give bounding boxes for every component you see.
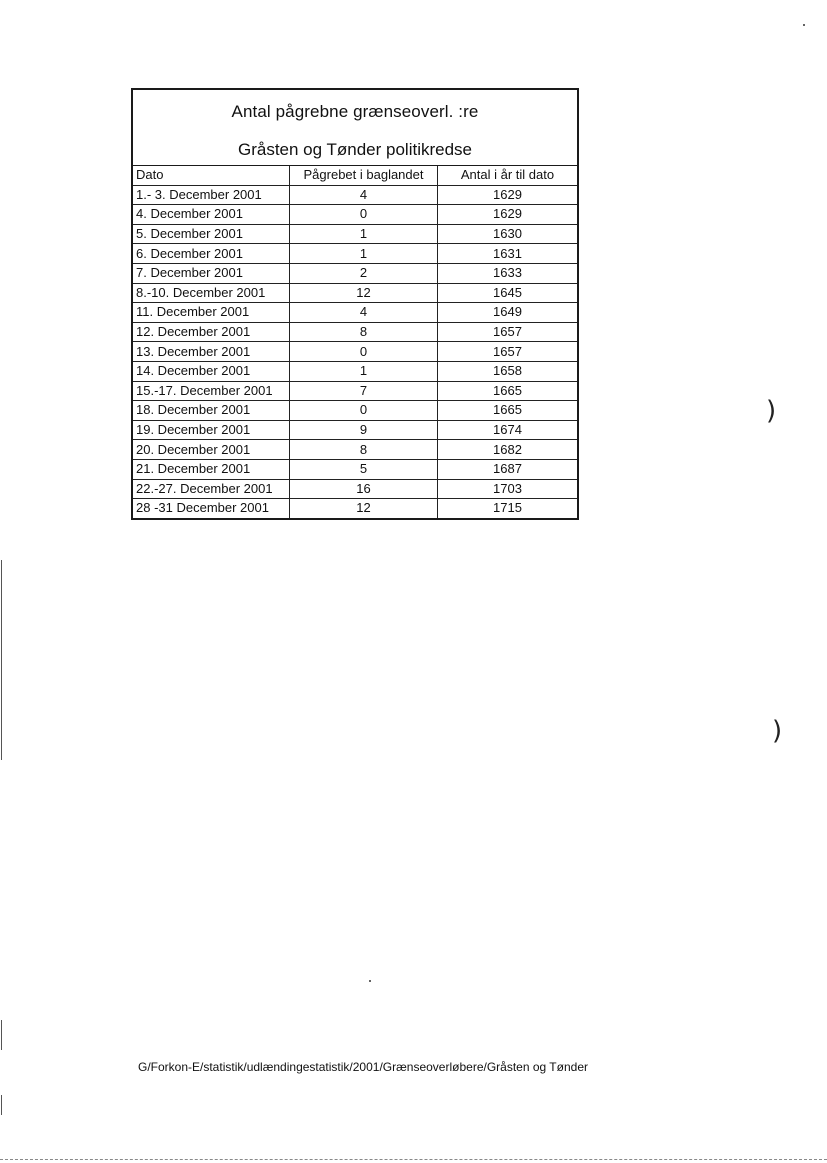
cell-total: 1658 (438, 361, 578, 381)
table-row (133, 401, 577, 421)
cell-total: 1665 (438, 401, 578, 421)
column-header-caught: Pågrebet i baglandet (290, 166, 438, 185)
table-title: Antal pågrebne grænseoverl. :re (231, 102, 479, 121)
cell-caught: 12 (290, 499, 438, 518)
table-body (133, 185, 577, 518)
cell-date: 6. December 2001 (133, 244, 290, 264)
table-row (133, 283, 577, 303)
cell-caught: 0 (290, 205, 438, 225)
table-subtitle: Gråsten og Tønder politikredse (237, 140, 473, 159)
cell-caught: 2 (290, 263, 438, 283)
scan-margin-line (1, 560, 2, 760)
cell-total: 1657 (438, 342, 578, 362)
table-row (133, 322, 577, 342)
cell-caught: 9 (290, 420, 438, 440)
cell-caught: 7 (290, 381, 438, 401)
cell-caught: 1 (290, 244, 438, 264)
table-row (133, 479, 577, 499)
cell-total: 1633 (438, 263, 578, 283)
cell-caught: 1 (290, 224, 438, 244)
scan-bottom-edge (0, 1159, 827, 1160)
cell-date: 20. December 2001 (133, 440, 290, 460)
cell-date: 11. December 2001 (133, 303, 290, 323)
table-title-area (133, 90, 577, 166)
cell-caught: 12 (290, 283, 438, 303)
cell-total: 1657 (438, 322, 578, 342)
cell-caught: 1 (290, 361, 438, 381)
table-row (133, 440, 577, 460)
cell-total: 1665 (438, 381, 578, 401)
cell-caught: 5 (290, 459, 438, 479)
cell-total: 1629 (438, 205, 578, 225)
column-header-date: Dato (133, 166, 290, 185)
cell-date: 1.- 3. December 2001 (133, 185, 290, 205)
table-row (133, 342, 577, 362)
cell-caught: 4 (290, 303, 438, 323)
table-row (133, 205, 577, 225)
punch-hole-mark: ) (772, 716, 783, 746)
cell-total: 1645 (438, 283, 578, 303)
table-row (133, 263, 577, 283)
scan-speck (803, 24, 805, 26)
table-row (133, 381, 577, 401)
punch-hole-mark: ) (766, 396, 777, 426)
table-row (133, 244, 577, 264)
table-row (133, 224, 577, 244)
table-row (133, 499, 577, 518)
cell-caught: 4 (290, 185, 438, 205)
cell-date: 7. December 2001 (133, 263, 290, 283)
scan-margin-line (1, 1020, 2, 1050)
data-table (133, 166, 577, 518)
table-row (133, 303, 577, 323)
cell-caught: 16 (290, 479, 438, 499)
cell-total: 1630 (438, 224, 578, 244)
cell-date: 8.-10. December 2001 (133, 283, 290, 303)
footer-file-path: G/Forkon-E/statistik/udlændingestatistik/2001/Grænseoverløbere/Gråsten og Tønder (138, 1060, 588, 1074)
cell-date: 13. December 2001 (133, 342, 290, 362)
cell-total: 1674 (438, 420, 578, 440)
cell-date: 5. December 2001 (133, 224, 290, 244)
cell-caught: 0 (290, 401, 438, 421)
cell-total: 1649 (438, 303, 578, 323)
cell-total: 1631 (438, 244, 578, 264)
cell-date: 14. December 2001 (133, 361, 290, 381)
cell-total: 1682 (438, 440, 578, 460)
cell-total: 1687 (438, 459, 578, 479)
table-row (133, 420, 577, 440)
cell-date: 12. December 2001 (133, 322, 290, 342)
scan-speck (369, 980, 371, 982)
cell-caught: 0 (290, 342, 438, 362)
scan-margin-line (1, 1095, 2, 1115)
table-row (133, 361, 577, 381)
table-row (133, 459, 577, 479)
statistics-table-box (131, 88, 579, 520)
cell-date: 18. December 2001 (133, 401, 290, 421)
column-header-total: Antal i år til dato (438, 166, 578, 185)
cell-date: 22.-27. December 2001 (133, 479, 290, 499)
cell-caught: 8 (290, 322, 438, 342)
cell-date: 21. December 2001 (133, 459, 290, 479)
table-header-row (133, 166, 577, 185)
cell-date: 28 -31 December 2001 (133, 499, 290, 518)
table-row (133, 185, 577, 205)
cell-date: 15.-17. December 2001 (133, 381, 290, 401)
cell-total: 1629 (438, 185, 578, 205)
cell-date: 4. December 2001 (133, 205, 290, 225)
cell-caught: 8 (290, 440, 438, 460)
cell-total: 1703 (438, 479, 578, 499)
cell-total: 1715 (493, 500, 522, 516)
cell-date: 19. December 2001 (133, 420, 290, 440)
